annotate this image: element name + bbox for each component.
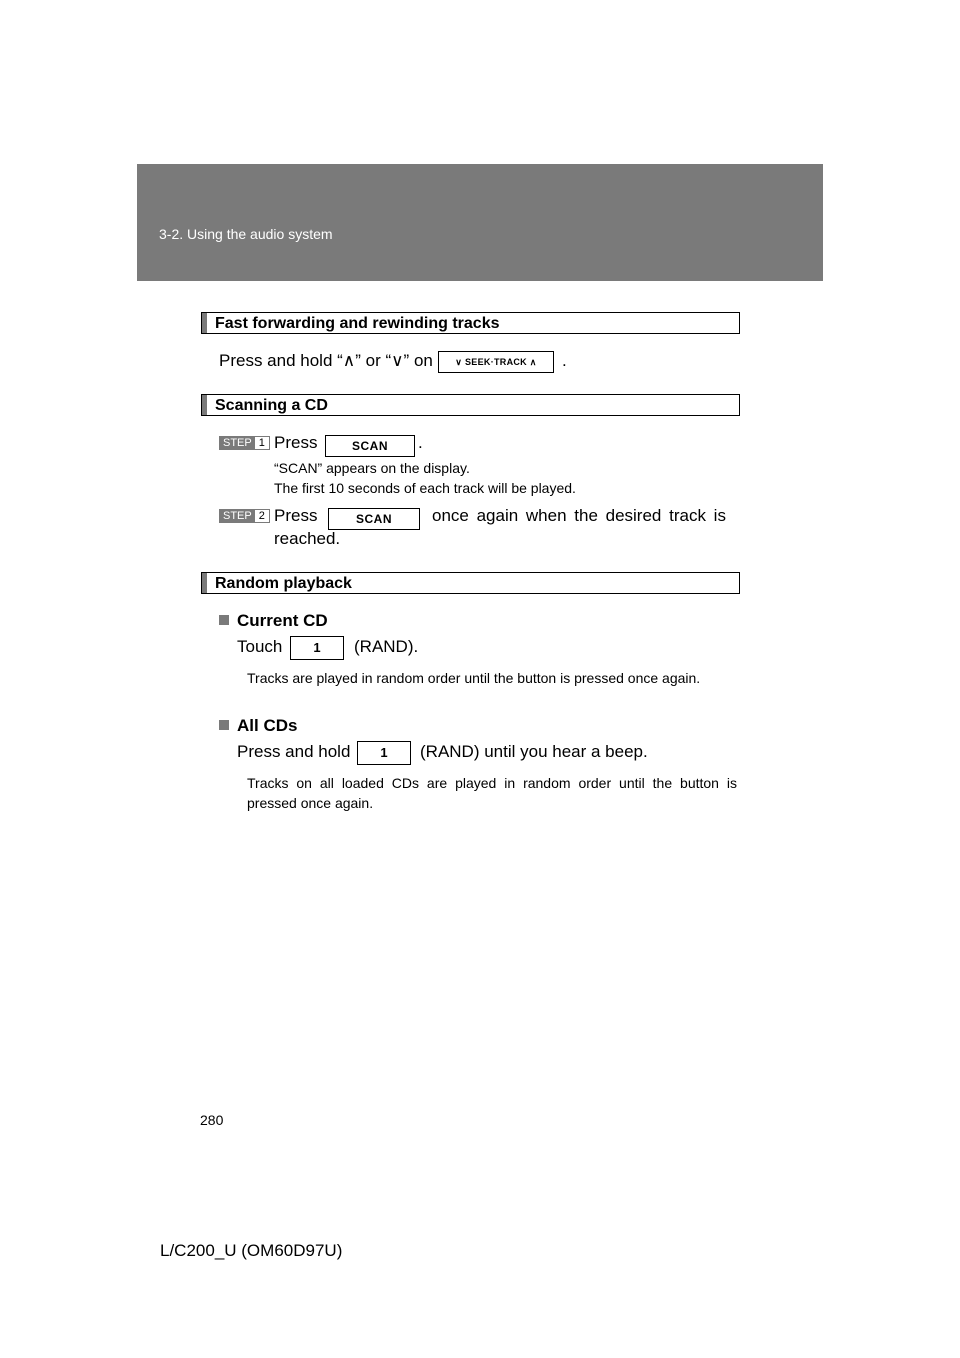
section-random-header <box>201 572 740 594</box>
step1-note-playback: The first 10 seconds of each track will be played. <box>274 480 576 496</box>
instruction-period: . <box>562 351 567 370</box>
section-title: Scanning a CD <box>215 397 328 414</box>
chapter-header-bar <box>137 164 823 281</box>
step-1-badge <box>219 436 270 450</box>
instruction-text: Press and hold “∧” or “∨” on <box>219 351 433 370</box>
current-cd-heading <box>219 610 328 632</box>
step2-text: Press <box>274 506 318 525</box>
all-cds-heading <box>219 715 297 737</box>
step-label: STEP <box>220 437 255 449</box>
all-cds-note: Tracks on all loaded CDs are played in random order until the button is pressed once again. <box>247 775 737 811</box>
scan-button[interactable]: SCAN <box>325 435 415 457</box>
step2-text-line2: reached. <box>274 529 341 548</box>
bullet-heading-text: Current CD <box>237 611 328 630</box>
section-fast-forward-header <box>201 312 740 334</box>
current-cd-note: Tracks are played in random order until the button is pressed once again. <box>247 670 701 686</box>
square-bullet-icon <box>219 615 229 625</box>
square-bullet-icon <box>219 720 229 730</box>
all-cds-rand: (RAND) until you hear a beep. <box>420 742 648 761</box>
seek-track-button[interactable]: ∨ SEEK·TRACK ∧ <box>438 351 554 373</box>
page-number: 280 <box>200 1112 224 1128</box>
step1-text: Press <box>274 433 318 452</box>
step-label: STEP <box>220 510 255 522</box>
rand-button[interactable]: 1 <box>357 741 411 765</box>
document-code: L/C200_U (OM60D97U) <box>160 1241 343 1260</box>
section-title: Random playback <box>215 575 352 592</box>
step2-text-continued: once again when the desired track is <box>432 506 726 525</box>
scan-button[interactable]: SCAN <box>328 508 420 530</box>
step1-period: . <box>418 433 423 452</box>
bullet-heading-text: All CDs <box>237 716 298 735</box>
section-title: Fast forwarding and rewinding tracks <box>215 315 500 332</box>
all-cds-instruction: Press and hold <box>237 742 351 761</box>
current-cd-instruction: Touch <box>237 637 283 656</box>
rand-button[interactable]: 1 <box>290 636 344 660</box>
section-scanning-header <box>201 394 740 416</box>
current-cd-rand: (RAND). <box>354 637 419 656</box>
step-2-badge <box>219 509 270 523</box>
step1-note-display: “SCAN” appears on the display. <box>274 460 470 476</box>
fast-forward-instruction <box>219 350 433 372</box>
breadcrumb: 3-2. Using the audio system <box>159 226 333 242</box>
step-number: 2 <box>255 510 269 522</box>
step-number: 1 <box>255 437 269 449</box>
